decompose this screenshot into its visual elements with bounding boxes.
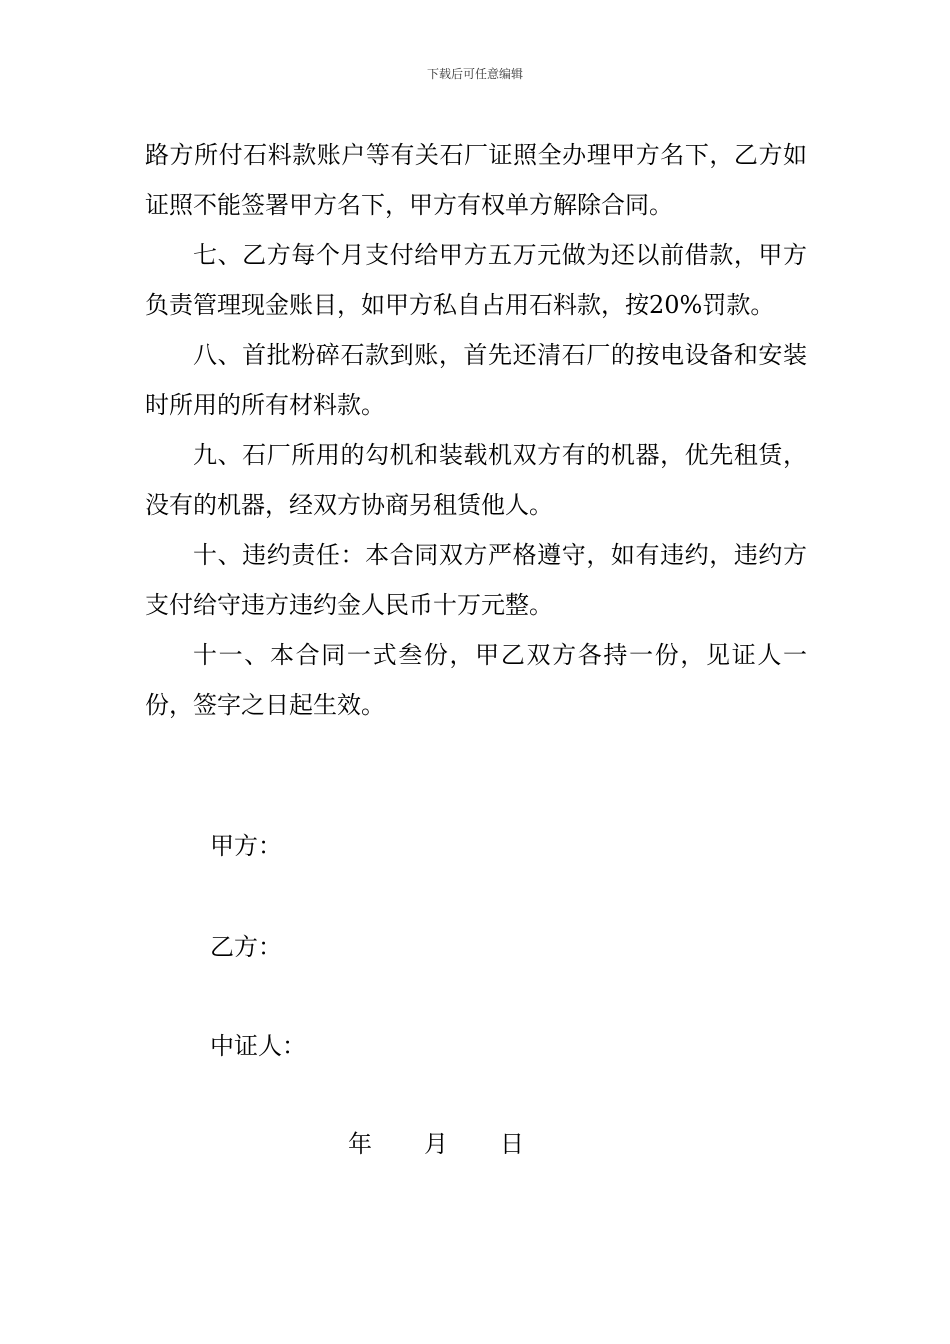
date-month: 月 (424, 1130, 448, 1158)
paragraph-clause-11: 十一、本合同一式叁份，甲乙双方各持一份，见证人一份，签字之日起生效。 (145, 641, 807, 719)
date-year: 年 (348, 1130, 372, 1158)
signature-witness: 中证人： (210, 1032, 306, 1060)
contract-body (145, 130, 807, 730)
signing-date (348, 1129, 524, 1159)
page-header: 下载后可任意编辑 (426, 67, 523, 81)
paragraph-clause-9: 九、石厂所用的勾机和装载机双方有的机器，优先租赁，没有的机器，经双方协商另租赁他人。 (145, 441, 807, 519)
paragraph-continuation: 路方所付石料款账户等有关石厂证照全办理甲方名下，乙方如证照不能签署甲方名下，甲方有权单方解除合同。 (145, 141, 807, 219)
paragraph-clause-8: 八、首批粉碎石款到账，首先还清石厂的按电设备和安装时所用的所有材料款。 (145, 341, 807, 419)
signature-party-a: 甲方： (210, 832, 282, 860)
date-day: 日 (500, 1130, 524, 1158)
paragraph-clause-10: 十、违约责任：本合同双方严格遵守，如有违约，违约方支付给守违方违约金人民币十万元整。 (145, 541, 807, 619)
paragraph-clause-7: 七、乙方每个月支付给甲方五万元做为还以前借款，甲方负责管理现金账目，如甲方私自占用石料款，按20%罚款。 (145, 241, 807, 319)
signature-party-b: 乙方： (210, 933, 282, 961)
